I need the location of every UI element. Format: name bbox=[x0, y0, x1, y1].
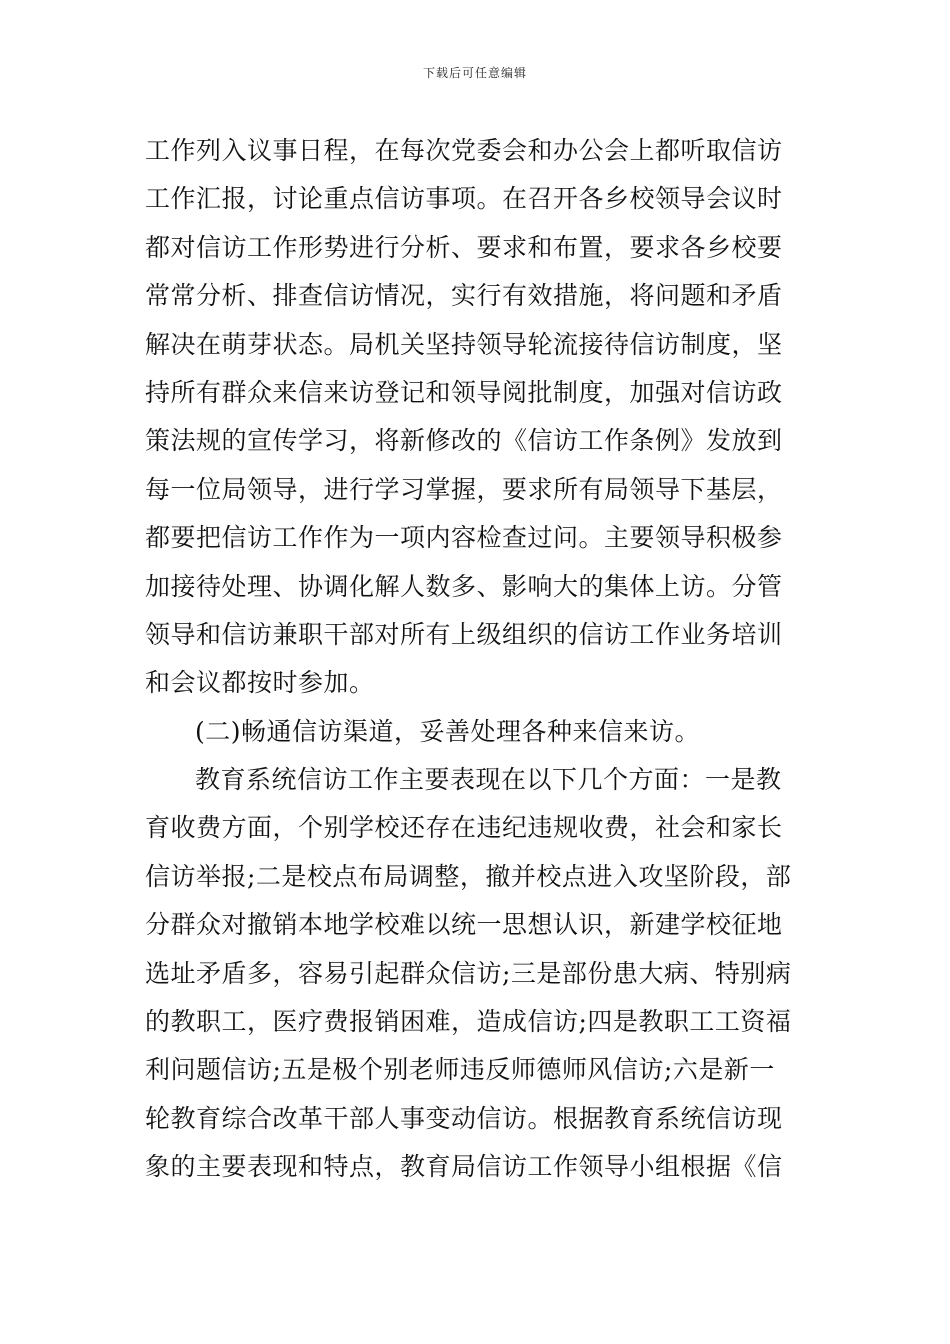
text-line: 解决在萌芽状态。局机关坚持领导轮流接待信访制度，坚 bbox=[145, 329, 783, 359]
page-header: 下载后可任意编辑 bbox=[422, 66, 527, 80]
paragraph-first-line: 教育系统信访工作主要表现在以下几个方面：一是教 bbox=[195, 765, 782, 795]
text-line: 轮教育综合改革干部人事变动信访。根据教育系统信访现 bbox=[145, 1103, 783, 1133]
text-line: 都要把信访工作作为一项内容检查过问。主要领导积极参 bbox=[145, 523, 783, 553]
text-line: 的教职工，医疗费报销困难，造成信访;四是教职工工资福 bbox=[145, 1007, 792, 1037]
text-line: 领导和信访兼职干部对所有上级组织的信访工作业务培训 bbox=[145, 619, 783, 649]
text-line: 常常分析、排查信访情况，实行有效措施，将问题和矛盾 bbox=[145, 281, 783, 311]
text-line: 选址矛盾多，容易引起群众信访;三是部份患大病、特别病 bbox=[145, 958, 792, 988]
text-line: 工作汇报，讨论重点信访事项。在召开各乡校领导会议时 bbox=[145, 184, 783, 214]
text-line: 象的主要表现和特点，教育局信访工作领导小组根据《信 bbox=[145, 1152, 783, 1182]
text-line: 持所有群众来信来访登记和领导阅批制度，加强对信访政 bbox=[145, 377, 783, 407]
text-line: 信访举报;二是校点布局调整，撤并校点进入攻坚阶段，部 bbox=[145, 861, 792, 891]
document-body bbox=[145, 127, 810, 1192]
section-heading: (二)畅通信访渠道，妥善处理各种来信来访。 bbox=[195, 716, 701, 746]
text-line: 育收费方面，个别学校还存在违纪违规收费，社会和家长 bbox=[145, 813, 783, 843]
text-line: 和会议都按时参加。 bbox=[145, 668, 375, 698]
text-line: 分群众对撤销本地学校难以统一思想认识，新建学校征地 bbox=[145, 910, 783, 940]
text-line: 加接待处理、协调化解人数多、影响大的集体上访。分管 bbox=[145, 571, 783, 601]
text-line: 利问题信访;五是极个别老师违反师德师风信访;六是新一 bbox=[145, 1055, 775, 1085]
text-line: 都对信访工作形势进行分析、要求和布置，要求各乡校要 bbox=[145, 232, 783, 262]
text-line: 工作列入议事日程，在每次党委会和办公会上都听取信访 bbox=[145, 136, 783, 165]
text-line: 每一位局领导，进行学习掌握，要求所有局领导下基层， bbox=[145, 474, 783, 504]
text-line: 策法规的宣传学习，将新修改的《信访工作条例》发放到 bbox=[145, 426, 783, 456]
